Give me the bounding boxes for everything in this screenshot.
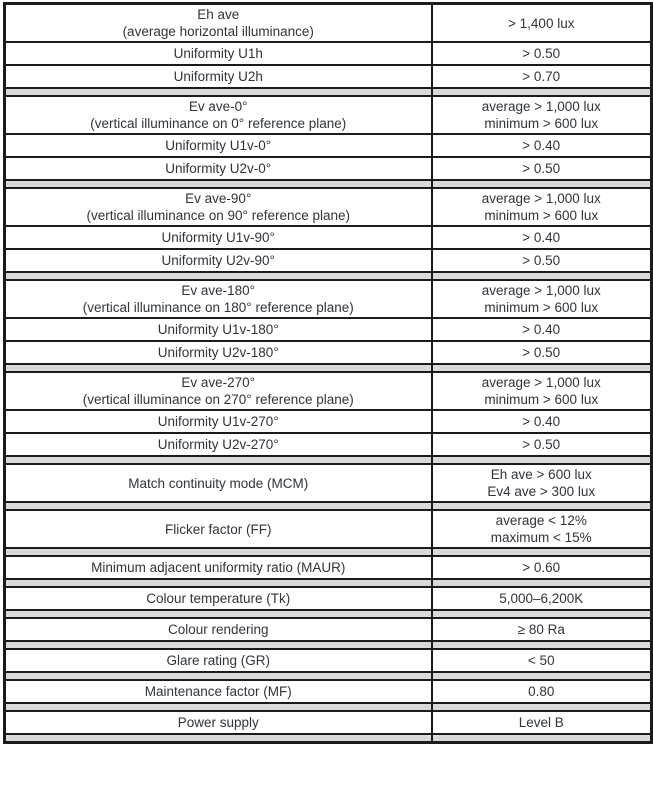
value-cell	[432, 680, 652, 703]
parameter-line: Glare rating (GR)	[166, 653, 271, 668]
value-line: > 0.50	[522, 253, 561, 268]
value-line: average > 1,000 lux	[481, 283, 601, 298]
separator-row	[5, 548, 652, 556]
value-line: > 0.50	[522, 46, 561, 61]
table-row	[5, 318, 652, 341]
value-line: > 0.40	[522, 230, 561, 245]
parameter-cell	[5, 188, 432, 226]
value-line: average > 1,000 lux	[481, 191, 601, 206]
value-line: > 0.40	[522, 414, 561, 429]
value-cell	[432, 618, 652, 641]
value-cell	[432, 280, 652, 318]
table-row	[5, 249, 652, 272]
separator-row	[5, 88, 652, 96]
parameter-line: Match continuity mode (MCM)	[128, 475, 309, 491]
value-cell	[432, 372, 652, 410]
value-line: > 0.50	[522, 345, 561, 360]
separator-cell-value	[432, 703, 652, 711]
parameter-cell	[5, 618, 432, 641]
separator-cell-parameter	[5, 579, 432, 587]
parameter-cell	[5, 42, 432, 65]
separator-cell-value	[432, 641, 652, 649]
parameter-cell	[5, 649, 432, 672]
separator-row	[5, 364, 652, 372]
parameter-line: Ev ave-0°	[188, 99, 248, 114]
lighting-spec-table	[3, 2, 653, 744]
parameter-cell	[5, 372, 432, 410]
table-row	[5, 4, 652, 43]
parameter-cell	[5, 587, 432, 610]
separator-row	[5, 672, 652, 680]
table-row	[5, 188, 652, 226]
separator-cell-value	[432, 734, 652, 742]
table-row	[5, 42, 652, 65]
parameter-cell	[5, 96, 432, 134]
parameter-line: Colour rendering	[167, 622, 269, 637]
parameter-cell	[5, 318, 432, 341]
separator-cell-parameter	[5, 364, 432, 372]
table-row	[5, 711, 652, 734]
value-line: 0.80	[528, 684, 555, 699]
separator-row	[5, 180, 652, 188]
value-line: Ev4 ave > 300 lux	[487, 484, 596, 499]
table-row	[5, 618, 652, 641]
parameter-cell	[5, 433, 432, 456]
separator-cell-parameter	[5, 703, 432, 711]
value-line: > 0.60	[522, 560, 561, 575]
parameter-line: Uniformity U1h	[173, 46, 263, 61]
separator-row	[5, 579, 652, 587]
parameter-line: Uniformity U1v-90°	[161, 230, 275, 245]
parameter-line: Uniformity U1v-180°	[157, 322, 279, 337]
value-cell	[432, 318, 652, 341]
value-cell	[432, 410, 652, 433]
separator-cell-parameter	[5, 502, 432, 510]
value-cell	[432, 556, 652, 579]
value-line: maximum < 15%	[490, 530, 592, 545]
parameter-cell	[5, 680, 432, 703]
parameter-line: Ev ave-180°	[181, 283, 256, 298]
parameter-cell	[5, 226, 432, 249]
separator-cell-parameter	[5, 88, 432, 96]
separator-cell-parameter	[5, 272, 432, 280]
value-line: > 0.40	[522, 322, 561, 337]
separator-cell-value	[432, 88, 652, 96]
parameter-line: Ev ave-90°	[185, 191, 252, 206]
parameter-line: Colour temperature (Tk)	[146, 591, 291, 606]
separator-cell-value	[432, 672, 652, 680]
parameter-line: Uniformity U1v-270°	[157, 414, 279, 429]
separator-cell-parameter	[5, 548, 432, 556]
separator-cell-parameter	[5, 456, 432, 464]
value-cell	[432, 341, 652, 364]
parameter-line: (vertical illuminance on 180° reference plane)	[82, 300, 354, 315]
separator-row	[5, 703, 652, 711]
table-row	[5, 464, 652, 502]
value-cell	[432, 188, 652, 226]
value-cell	[432, 649, 652, 672]
separator-row	[5, 272, 652, 280]
separator-row	[5, 734, 652, 742]
table-row	[5, 556, 652, 579]
value-line: < 50	[527, 653, 555, 668]
value-line: Level B	[518, 715, 564, 730]
separator-cell-parameter	[5, 180, 432, 188]
value-line: > 0.40	[522, 138, 561, 153]
table-row	[5, 510, 652, 548]
value-line: average < 12%	[495, 513, 587, 528]
parameter-cell	[5, 410, 432, 433]
separator-row	[5, 502, 652, 510]
value-cell	[432, 433, 652, 456]
value-cell	[432, 4, 652, 43]
separator-row	[5, 641, 652, 649]
parameter-cell	[5, 4, 432, 43]
table-row	[5, 226, 652, 249]
value-line: ≥ 80 Ra	[517, 622, 565, 637]
value-cell	[432, 42, 652, 65]
parameter-line: Maintenance factor (MF)	[144, 684, 292, 699]
separator-row	[5, 610, 652, 618]
value-line: 5,000–6,200K	[499, 591, 584, 606]
table-row	[5, 134, 652, 157]
value-cell	[432, 226, 652, 249]
parameter-cell	[5, 134, 432, 157]
table-row	[5, 587, 652, 610]
value-cell	[432, 510, 652, 548]
table-row	[5, 157, 652, 180]
table-row	[5, 410, 652, 433]
parameter-line: Flicker factor (FF)	[165, 521, 272, 537]
parameter-line: Uniformity U2v-180°	[157, 345, 279, 360]
value-line: minimum > 600 lux	[484, 116, 599, 131]
separator-cell-value	[432, 502, 652, 510]
value-cell	[432, 249, 652, 272]
table-row	[5, 65, 652, 88]
parameter-line: Uniformity U1v-0°	[165, 138, 272, 153]
value-line: Eh ave > 600 lux	[490, 467, 592, 482]
separator-cell-value	[432, 456, 652, 464]
parameter-cell	[5, 341, 432, 364]
value-cell	[432, 96, 652, 134]
parameter-line: Uniformity U2v-90°	[161, 253, 275, 268]
value-cell	[432, 157, 652, 180]
parameter-line: Uniformity U2h	[173, 69, 263, 84]
separator-row	[5, 456, 652, 464]
separator-cell-value	[432, 180, 652, 188]
parameter-cell	[5, 464, 432, 502]
parameter-line: Power supply	[177, 715, 259, 730]
separator-cell-parameter	[5, 610, 432, 618]
value-cell	[432, 711, 652, 734]
value-line: > 0.50	[522, 437, 561, 452]
parameter-cell	[5, 65, 432, 88]
parameter-line: Ev ave-270°	[181, 375, 256, 390]
separator-cell-value	[432, 272, 652, 280]
parameter-line: (vertical illuminance on 0° reference plane)	[90, 116, 347, 131]
separator-cell-value	[432, 364, 652, 372]
parameter-line: Uniformity U2v-270°	[157, 437, 279, 452]
value-cell	[432, 587, 652, 610]
table-row	[5, 372, 652, 410]
parameter-line: (vertical illuminance on 90° reference plane)	[86, 208, 351, 223]
value-line: average > 1,000 lux	[481, 375, 601, 390]
separator-cell-parameter	[5, 641, 432, 649]
table-row	[5, 649, 652, 672]
separator-cell-parameter	[5, 734, 432, 742]
separator-cell-value	[432, 579, 652, 587]
table-row	[5, 680, 652, 703]
value-cell	[432, 464, 652, 502]
value-line: > 0.70	[522, 69, 561, 84]
separator-cell-value	[432, 610, 652, 618]
separator-cell-parameter	[5, 672, 432, 680]
separator-cell-value	[432, 548, 652, 556]
table-row	[5, 96, 652, 134]
parameter-line: (average horizontal illuminance)	[122, 24, 314, 39]
parameter-line: Uniformity U2v-0°	[165, 161, 272, 176]
parameter-cell	[5, 556, 432, 579]
parameter-line: Minimum adjacent uniformity ratio (MAUR)	[91, 560, 346, 575]
parameter-cell	[5, 510, 432, 548]
parameter-line: Eh ave	[197, 7, 240, 22]
value-line: minimum > 600 lux	[484, 208, 599, 223]
parameter-cell	[5, 249, 432, 272]
value-cell	[432, 65, 652, 88]
value-line: > 1,400 lux	[508, 15, 575, 31]
parameter-cell	[5, 711, 432, 734]
value-line: average > 1,000 lux	[481, 99, 601, 114]
parameter-cell	[5, 280, 432, 318]
table-row	[5, 433, 652, 456]
parameter-cell	[5, 157, 432, 180]
value-cell	[432, 134, 652, 157]
value-line: minimum > 600 lux	[484, 392, 599, 407]
table-row	[5, 341, 652, 364]
spec-table-body	[5, 4, 652, 743]
value-line: minimum > 600 lux	[484, 300, 599, 315]
parameter-line: (vertical illuminance on 270° reference plane)	[82, 392, 354, 407]
value-line: > 0.50	[522, 161, 561, 176]
table-row	[5, 280, 652, 318]
